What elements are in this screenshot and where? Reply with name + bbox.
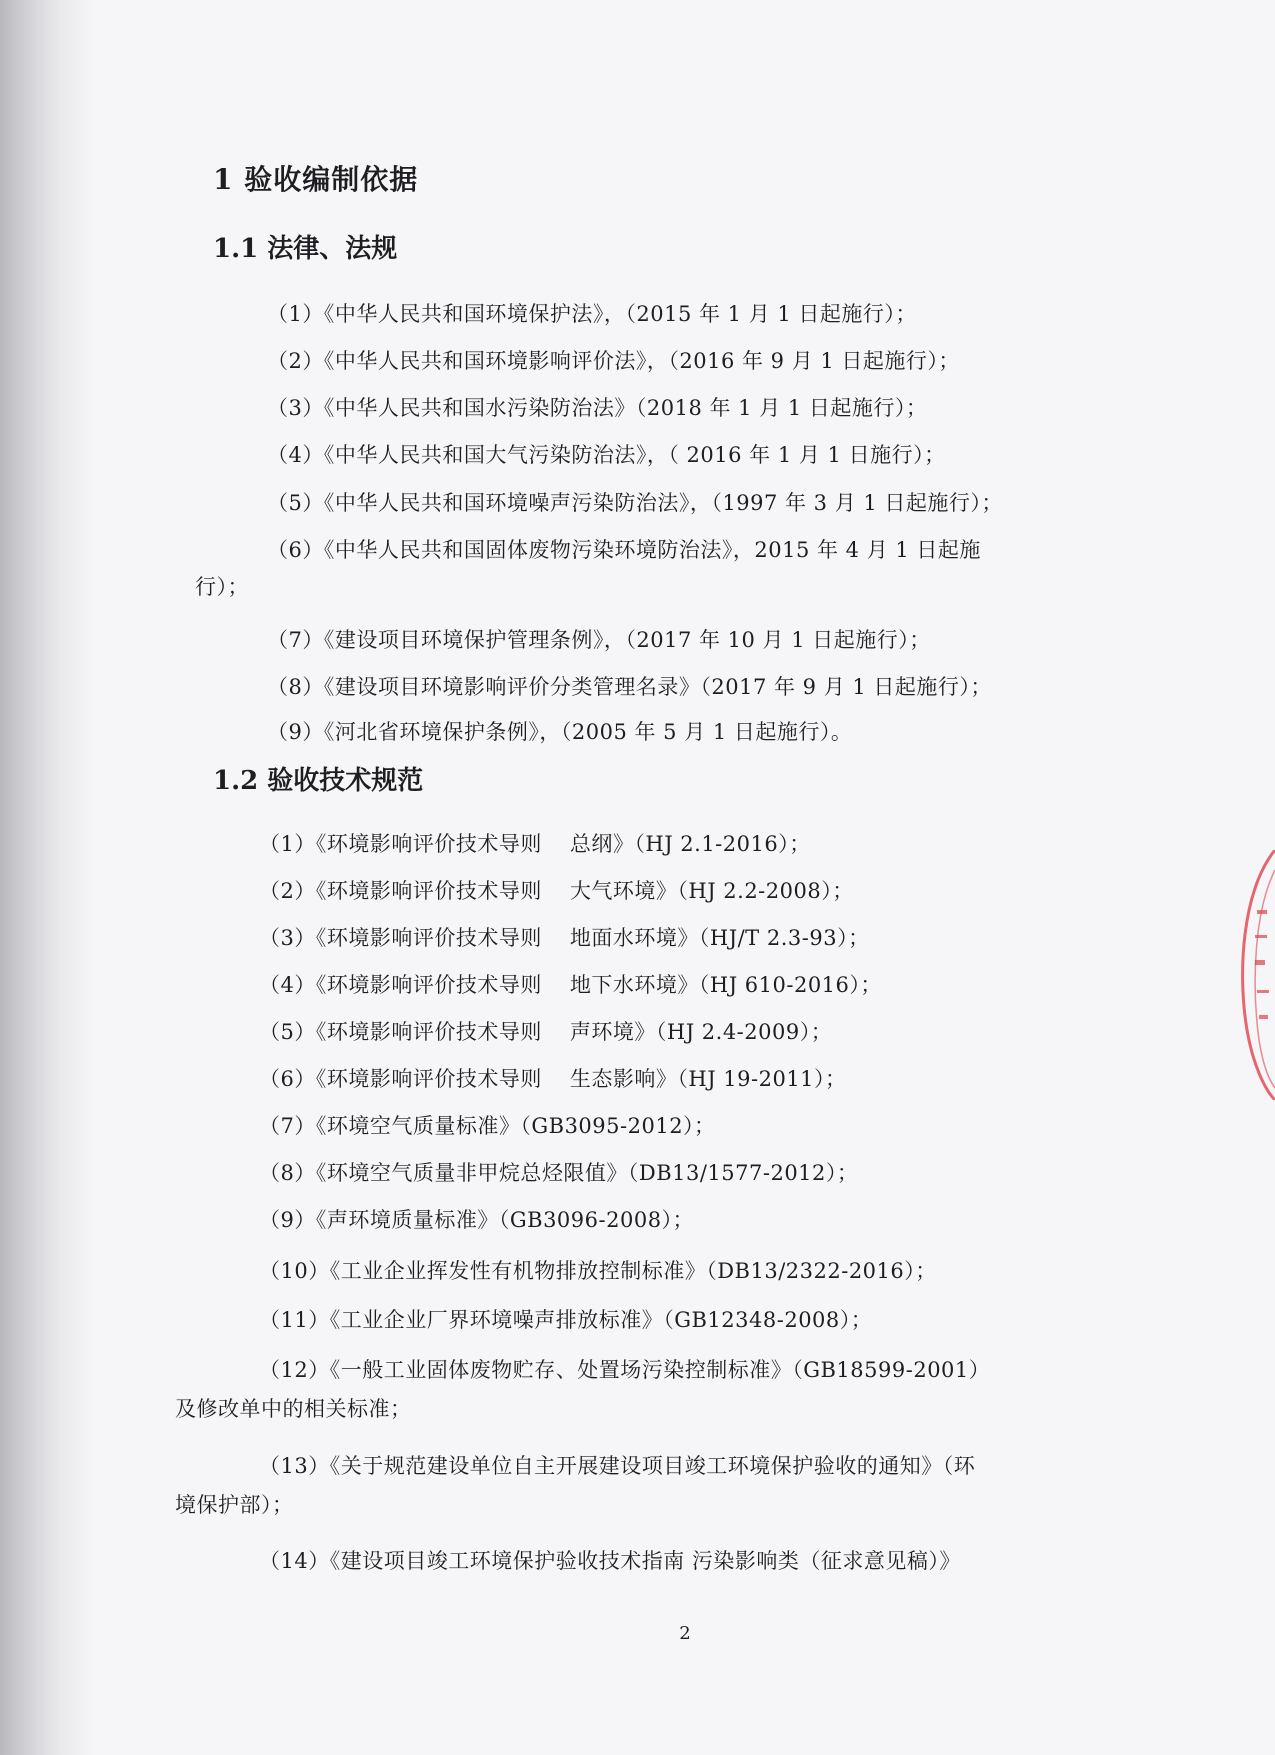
guide-title: 《环境影响评价技术导则 (315, 832, 542, 856)
standard-item-9: （9）《声环境质量标准》（GB3096-2008）； (259, 1208, 695, 1232)
guide-title: 《环境影响评价技术导则 (315, 926, 542, 950)
guide-subtitle: 地面水环境》（HJ/T 2.3-93）； (569, 926, 870, 950)
guide-subtitle: 大气环境》（HJ 2.2-2008）； (569, 879, 854, 903)
guide-num: （6） (259, 1067, 316, 1091)
section-1-2-title: 1.2 验收技术规范 (213, 766, 424, 796)
standard-item-13-cont: 境保护部）； (175, 1493, 294, 1517)
guide-item-2 (259, 875, 854, 905)
guide-item-6 (259, 1063, 847, 1093)
law-item-4: （4）《中华人民共和国大气污染防治法》，（ 2016 年 1 月 1 日施行）； (267, 443, 946, 467)
guide-item-1 (259, 828, 811, 858)
red-seal-stamp-fragment (1233, 850, 1275, 1100)
standard-item-12: （12）《一般工业固体废物贮存、处置场污染控制标准》（GB18599-2001） (259, 1358, 991, 1382)
law-item-6-cont: 行）； (195, 575, 249, 599)
standard-item-10: （10）《工业企业挥发性有机物排放控制标准》（DB13/2322-2016）； (259, 1259, 937, 1283)
guide-subtitle: 生态影响》（HJ 19-2011）； (569, 1067, 847, 1091)
page-number: 2 (679, 1623, 691, 1644)
standard-item-12-cont: 及修改单中的相关标准； (175, 1397, 412, 1421)
chapter-heading: 1 验收编制依据 (213, 163, 419, 196)
guide-item-5 (259, 1016, 832, 1046)
guide-title: 《环境影响评价技术导则 (315, 973, 542, 997)
guide-title: 《环境影响评价技术导则 (315, 1067, 542, 1091)
law-item-6: （6）《中华人民共和国固体废物污染环境防治法》，2015 年 4 月 1 日起施 (267, 538, 981, 562)
guide-num: （5） (259, 1020, 316, 1044)
guide-num: （1） (259, 832, 316, 856)
guide-title: 《环境影响评价技术导则 (315, 1020, 542, 1044)
standard-item-7: （7）《环境空气质量标准》（GB3095-2012）； (259, 1114, 716, 1138)
guide-subtitle: 声环境》（HJ 2.4-2009）； (569, 1020, 833, 1044)
law-item-8: （8）《建设项目环境影响评价分类管理名录》（2017 年 9 月 1 日起施行）； (267, 675, 992, 699)
standard-item-8: （8）《环境空气质量非甲烷总烃限值》（DB13/1577-2012）； (259, 1161, 859, 1185)
guide-num: （3） (259, 926, 316, 950)
law-item-2: （2）《中华人民共和国环境影响评价法》，（2016 年 9 月 1 日起施行）； (267, 349, 960, 373)
document-page (95, 0, 1275, 1755)
guide-num: （4） (259, 973, 316, 997)
guide-item-4 (259, 969, 882, 999)
law-item-1: （1）《中华人民共和国环境保护法》，（2015 年 1 月 1 日起施行）； (267, 302, 917, 326)
law-item-7: （7）《建设项目环境保护管理条例》，（2017 年 10 月 1 日起施行）； (267, 628, 931, 652)
standard-item-11: （11）《工业企业厂界环境噪声排放标准》（GB12348-2008）； (259, 1308, 873, 1332)
guide-subtitle: 总纲》（HJ 2.1-2016）； (569, 832, 811, 856)
section-1-1-title: 1.1 法律、法规 (213, 234, 398, 264)
guide-num: （2） (259, 879, 316, 903)
binding-shadow (0, 0, 95, 1755)
law-item-5: （5）《中华人民共和国环境噪声污染防治法》，（1997 年 3 月 1 日起施行）； (267, 491, 1003, 515)
standard-item-13: （13）《关于规范建设单位自主开展建设项目竣工环境保护验收的通知》（环 (259, 1454, 976, 1478)
law-item-9: （9）《河北省环境保护条例》，（2005 年 5 月 1 日起施行）。 (267, 720, 853, 744)
guide-subtitle: 地下水环境》（HJ 610-2016）； (569, 973, 882, 997)
standard-item-14: （14）《建设项目竣工环境保护验收技术指南 污染影响类（征求意见稿）》 (259, 1549, 961, 1573)
guide-title: 《环境影响评价技术导则 (315, 879, 542, 903)
guide-item-3 (259, 922, 870, 952)
law-item-3: （3）《中华人民共和国水污染防治法》（2018 年 1 月 1 日起施行）； (267, 396, 928, 420)
